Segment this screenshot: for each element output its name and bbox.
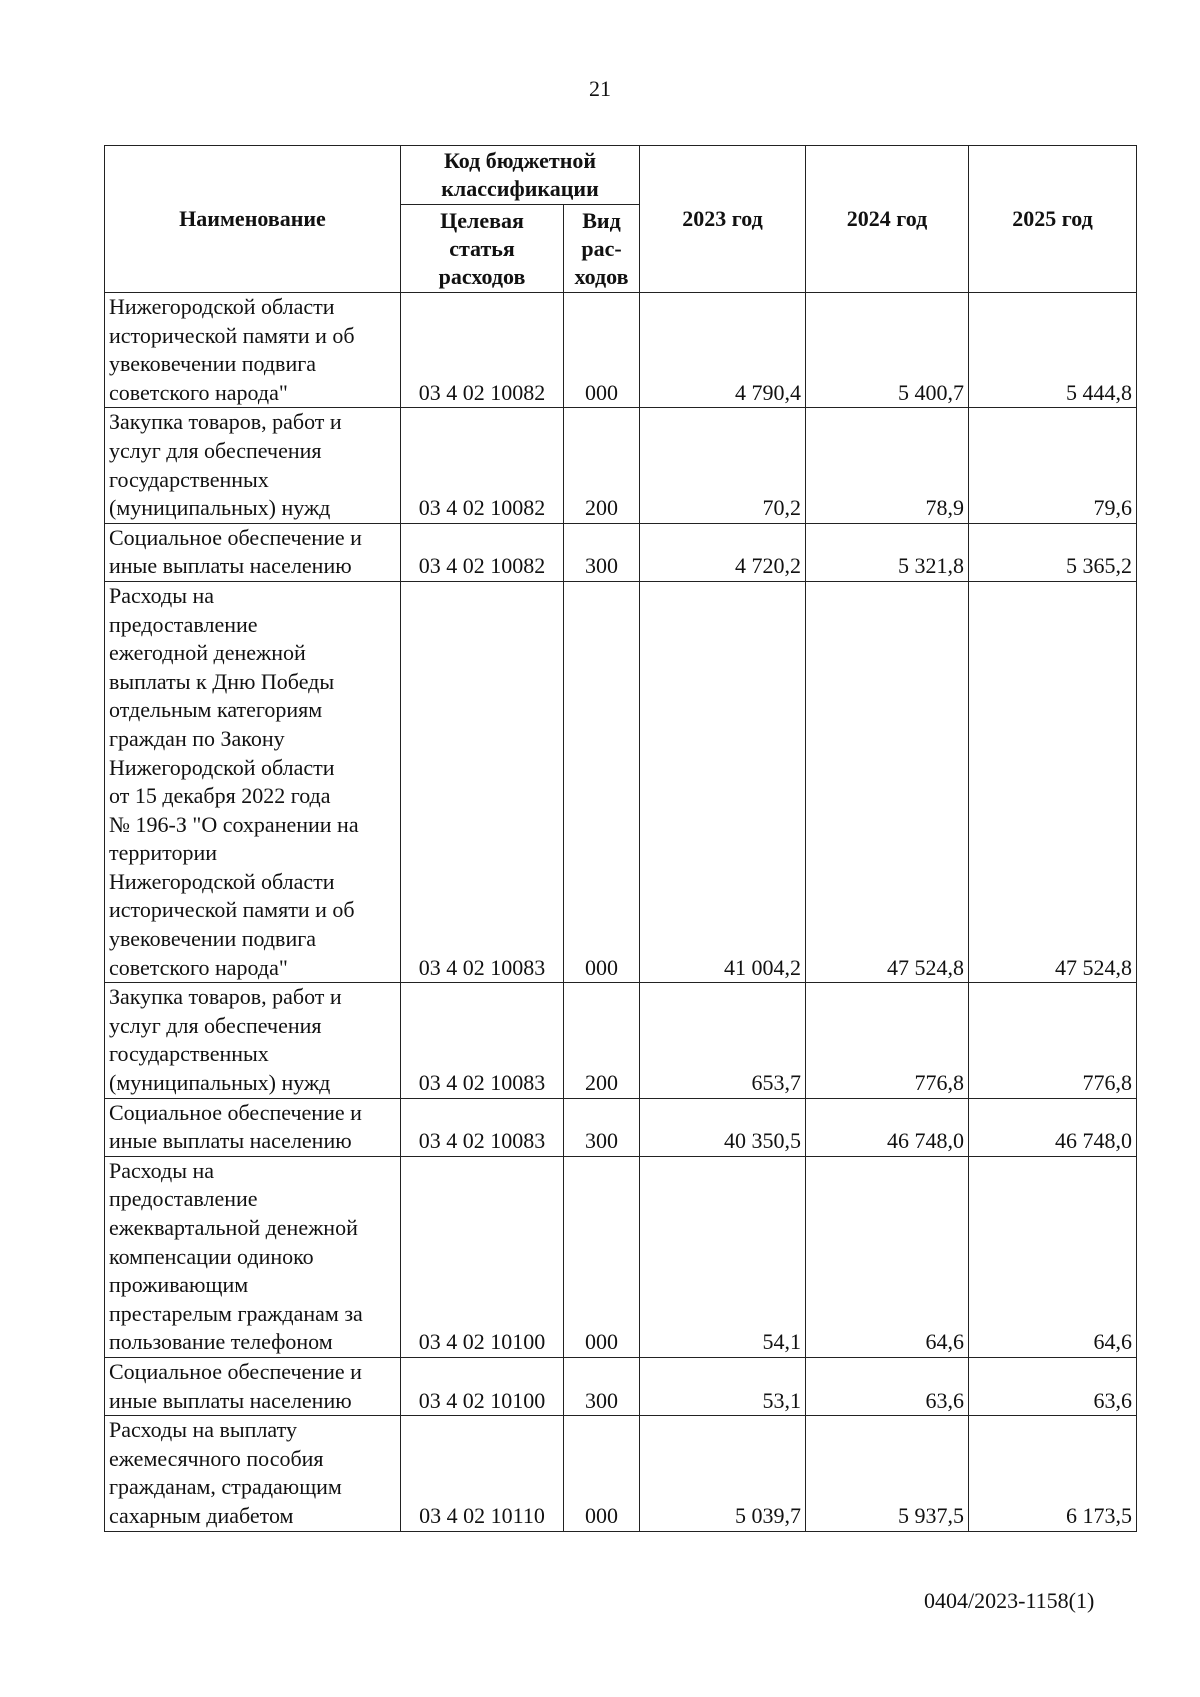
row-name-cell: Закупка товаров, работ и услуг для обеспечения государственных (муниципальных) нужд (105, 983, 401, 1098)
row-name-cell: Социальное обеспечение и иные выплаты населению (105, 1357, 401, 1415)
table-row (105, 1156, 1137, 1357)
row-kind-cell: 000 (564, 1156, 640, 1357)
row-2023-cell: 70,2 (640, 408, 806, 523)
table-row (105, 408, 1137, 523)
row-2023-cell: 41 004,2 (640, 581, 806, 982)
budget-table (104, 145, 1137, 1532)
row-code-cell: 03 4 02 10100 (401, 1357, 564, 1415)
row-2024-cell: 5 400,7 (806, 293, 969, 408)
table-row (105, 523, 1137, 581)
row-name-cell: Социальное обеспечение и иные выплаты населению (105, 1098, 401, 1156)
row-2023-cell: 4 790,4 (640, 293, 806, 408)
header-2024: 2024 год (806, 146, 969, 293)
header-code-group: Код бюджетной классификации (401, 146, 640, 205)
row-2023-cell: 653,7 (640, 983, 806, 1098)
row-2023-cell: 54,1 (640, 1156, 806, 1357)
row-2024-cell: 776,8 (806, 983, 969, 1098)
row-2023-cell: 5 039,7 (640, 1416, 806, 1531)
row-kind-cell: 000 (564, 581, 640, 982)
table-row (105, 1416, 1137, 1531)
table-body (105, 293, 1137, 1532)
row-name-cell: Расходы на выплату ежемесячного пособия гражданам, страдающим сахарным диабетом (105, 1416, 401, 1531)
row-code-cell: 03 4 02 10082 (401, 408, 564, 523)
row-code-cell: 03 4 02 10082 (401, 293, 564, 408)
row-2024-cell: 46 748,0 (806, 1098, 969, 1156)
row-2025-cell: 5 444,8 (969, 293, 1137, 408)
header-2023: 2023 год (640, 146, 806, 293)
row-name-cell: Социальное обеспечение и иные выплаты населению (105, 523, 401, 581)
table-header (105, 146, 1137, 293)
row-code-cell: 03 4 02 10083 (401, 1098, 564, 1156)
row-code-cell: 03 4 02 10110 (401, 1416, 564, 1531)
row-2025-cell: 46 748,0 (969, 1098, 1137, 1156)
row-2025-cell: 63,6 (969, 1357, 1137, 1415)
row-2023-cell: 40 350,5 (640, 1098, 806, 1156)
row-2024-cell: 5 321,8 (806, 523, 969, 581)
row-kind-cell: 300 (564, 1098, 640, 1156)
row-name-cell: Расходы на предоставление ежегодной денежной выплаты к Дню Победы отдельным категориям граждан по Закону Нижегородской области от 15 декабря 2022 года № 196-З "О сохранении на территории Нижегородской области исторической памяти и об увековечении подвига советского народа" (105, 581, 401, 982)
table-row (105, 1098, 1137, 1156)
row-2025-cell: 6 173,5 (969, 1416, 1137, 1531)
row-2025-cell: 776,8 (969, 983, 1137, 1098)
page-number: 21 (589, 76, 611, 101)
row-code-cell: 03 4 02 10082 (401, 523, 564, 581)
header-2025: 2025 год (969, 146, 1137, 293)
row-kind-cell: 000 (564, 1416, 640, 1531)
row-code-cell: 03 4 02 10100 (401, 1156, 564, 1357)
row-2024-cell: 64,6 (806, 1156, 969, 1357)
table-row (105, 983, 1137, 1098)
row-2024-cell: 63,6 (806, 1357, 969, 1415)
row-kind-cell: 000 (564, 293, 640, 408)
row-2025-cell: 79,6 (969, 408, 1137, 523)
row-2025-cell: 47 524,8 (969, 581, 1137, 982)
row-2024-cell: 47 524,8 (806, 581, 969, 982)
row-2025-cell: 64,6 (969, 1156, 1137, 1357)
header-kind: Вид рас-ходов (564, 205, 640, 293)
row-2023-cell: 4 720,2 (640, 523, 806, 581)
row-2024-cell: 78,9 (806, 408, 969, 523)
row-2023-cell: 53,1 (640, 1357, 806, 1415)
table-row (105, 581, 1137, 982)
row-kind-cell: 200 (564, 408, 640, 523)
row-kind-cell: 300 (564, 1357, 640, 1415)
row-2025-cell: 5 365,2 (969, 523, 1137, 581)
row-2024-cell: 5 937,5 (806, 1416, 969, 1531)
header-target: Целевая статья расходов (401, 205, 564, 293)
row-name-cell: Расходы на предоставление ежеквартальной денежной компенсации одиноко проживающим престарелым гражданам за пользование телефоном (105, 1156, 401, 1357)
row-name-cell: Нижегородской области исторической памяти и об увековечении подвига советского народа" (105, 293, 401, 408)
row-code-cell: 03 4 02 10083 (401, 983, 564, 1098)
table-row (105, 1357, 1137, 1415)
row-kind-cell: 300 (564, 523, 640, 581)
document-id: 0404/2023-1158(1) (924, 1588, 1095, 1613)
table-row (105, 293, 1137, 408)
row-name-cell: Закупка товаров, работ и услуг для обеспечения государственных (муниципальных) нужд (105, 408, 401, 523)
row-kind-cell: 200 (564, 983, 640, 1098)
row-code-cell: 03 4 02 10083 (401, 581, 564, 982)
header-name: Наименование (105, 146, 401, 293)
